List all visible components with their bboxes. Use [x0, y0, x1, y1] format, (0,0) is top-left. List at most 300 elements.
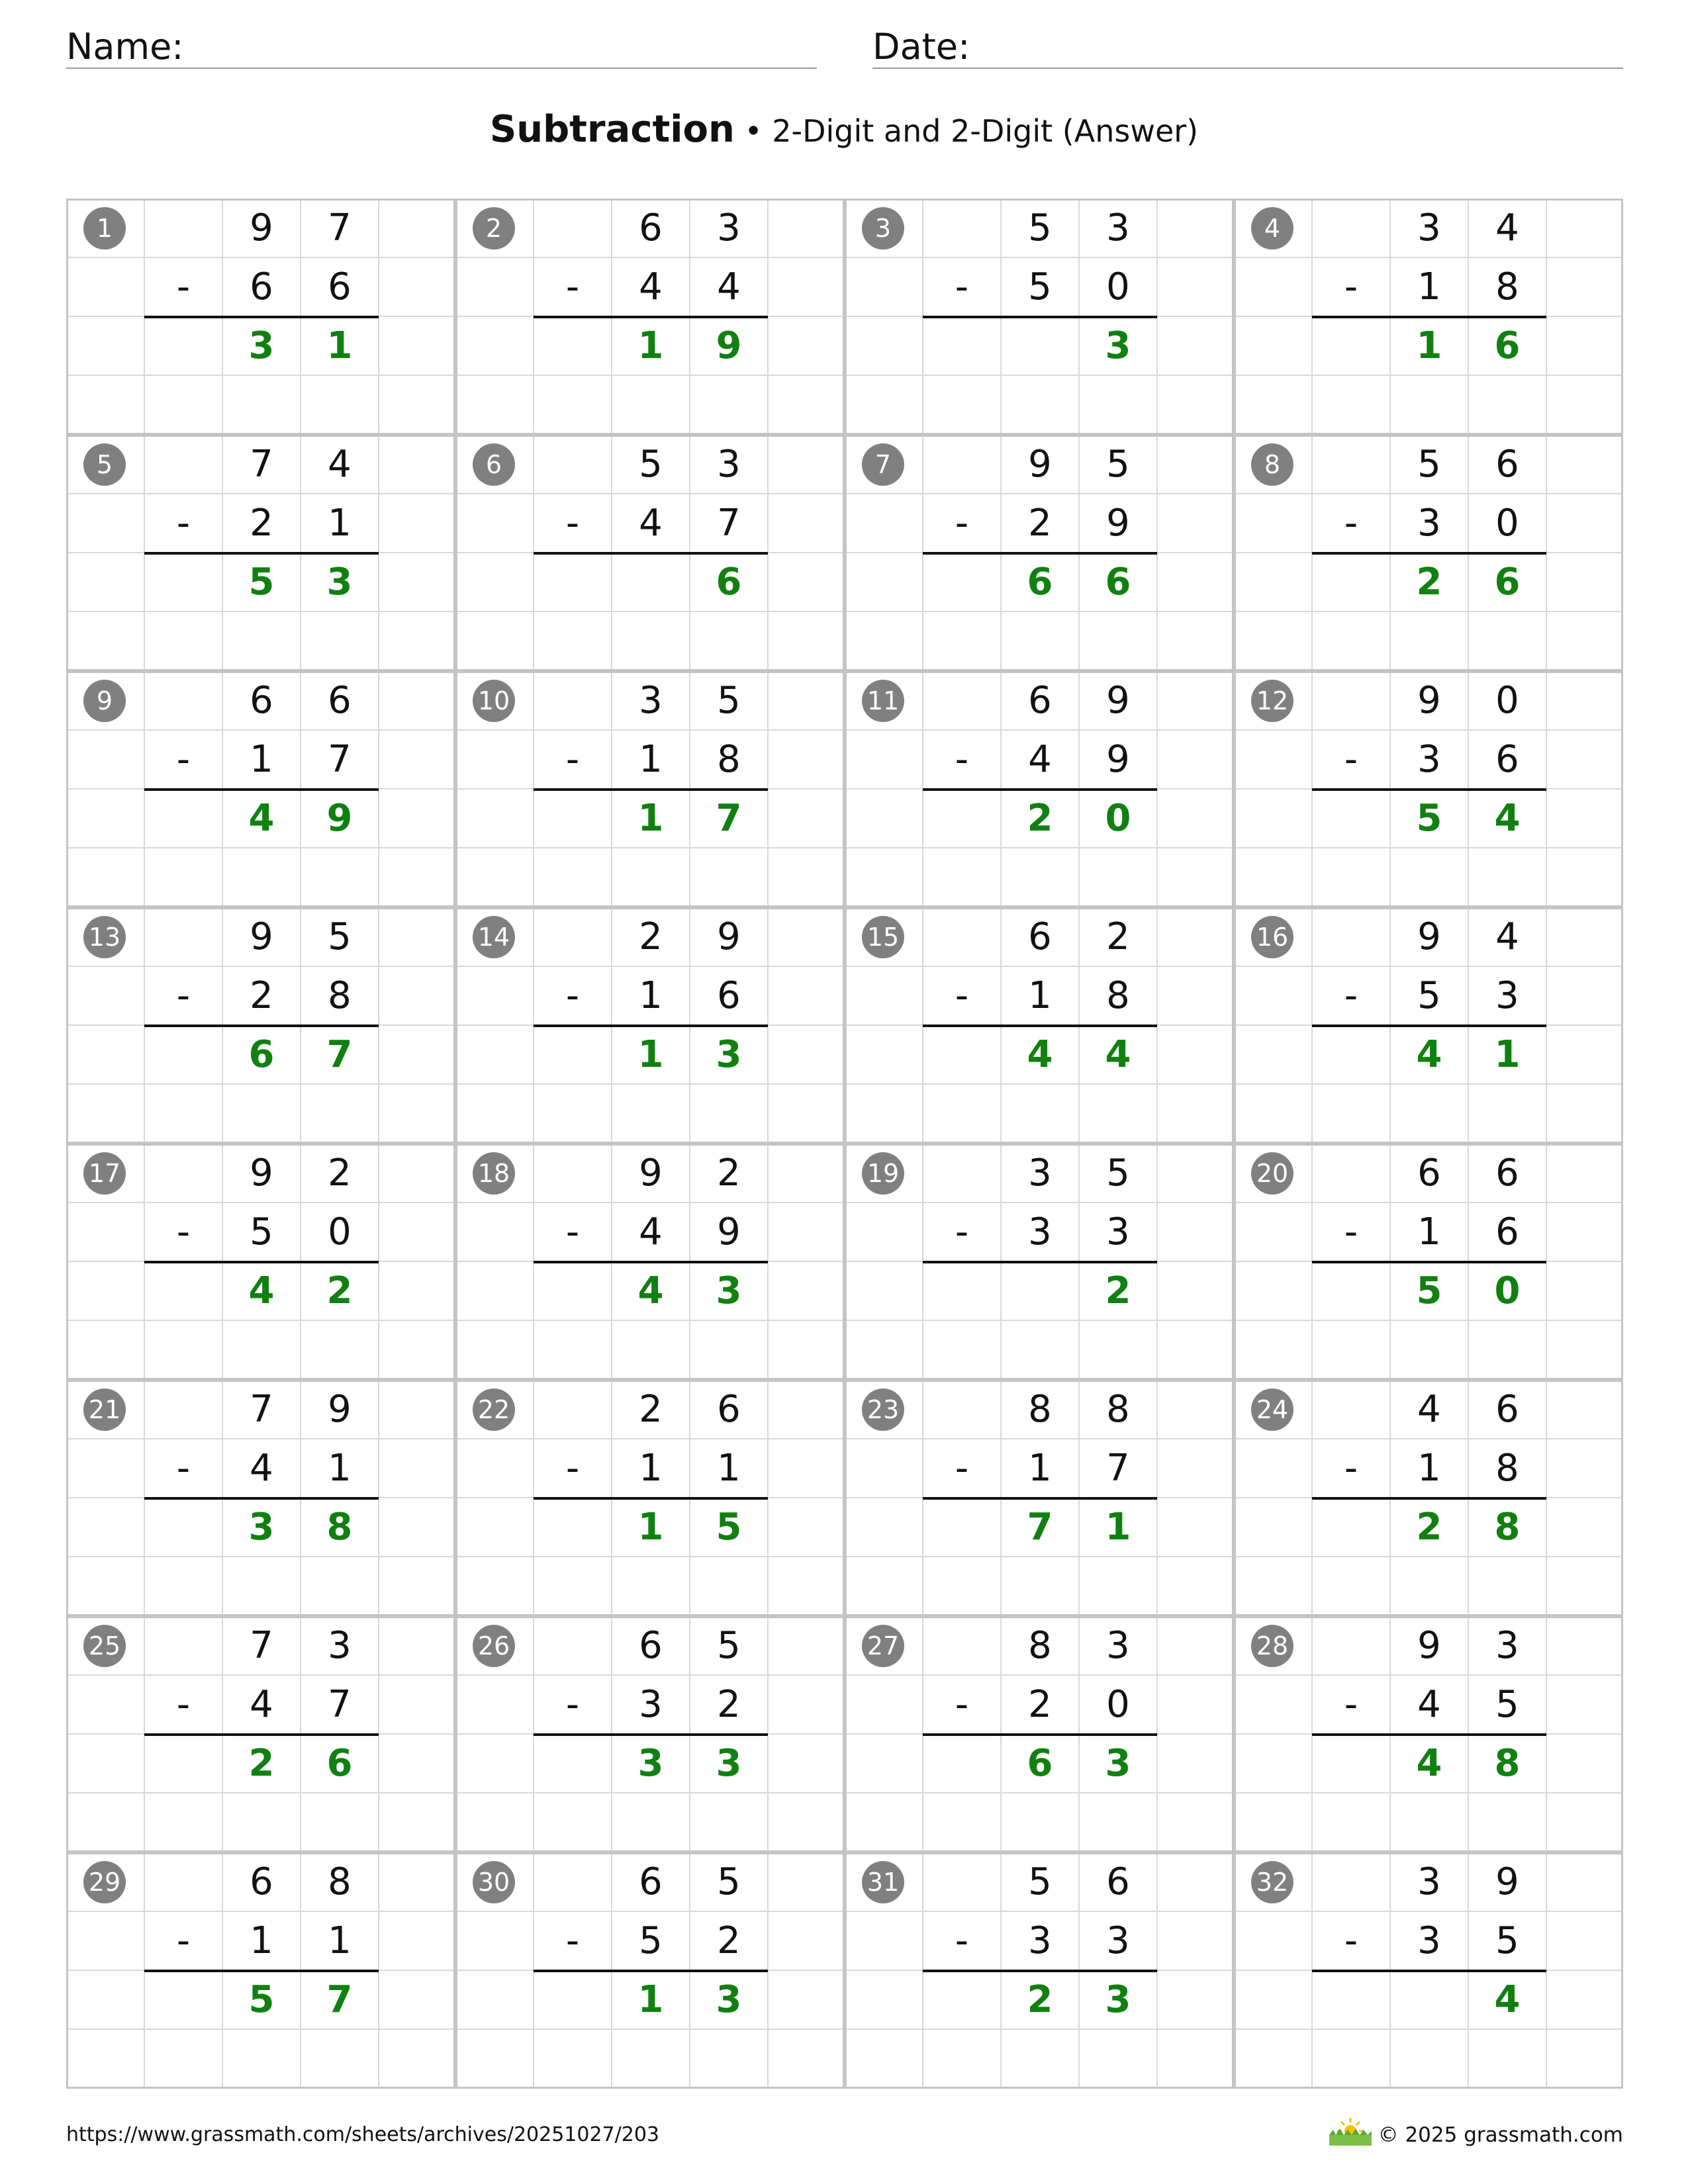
answer-digit: 4	[1416, 1742, 1442, 1785]
problem-number: 19	[862, 1152, 904, 1195]
subtrahend-digit: 1	[328, 502, 352, 545]
name-label: Name:	[66, 26, 184, 68]
answer-digit: 1	[637, 797, 664, 840]
block-border	[1234, 671, 1623, 907]
block-border	[66, 1616, 455, 1852]
block-border	[1234, 1852, 1623, 2089]
minuend-digit: 9	[1495, 1860, 1519, 1903]
subtrahend-digit: 1	[639, 974, 663, 1017]
minus-sign: -	[1344, 1683, 1358, 1726]
block-border	[455, 1144, 845, 1380]
minuend-digit: 2	[639, 1388, 663, 1431]
subtrahend-digit: 4	[639, 1210, 663, 1253]
minuend-digit: 3	[717, 443, 741, 486]
block-border	[455, 671, 845, 907]
answer-digit: 7	[326, 1033, 353, 1076]
problem-block	[455, 199, 845, 435]
problem-block	[845, 1852, 1234, 2089]
title-main: Subtraction	[489, 108, 735, 151]
minuend-digit: 3	[1028, 1152, 1052, 1195]
minus-sign: -	[176, 1683, 191, 1726]
minuend-digit: 6	[717, 1388, 741, 1431]
problem-block	[1234, 671, 1623, 907]
problem-block	[66, 907, 455, 1144]
minuend-digit: 8	[328, 1860, 352, 1903]
block-border	[66, 907, 455, 1144]
subtrahend-digit: 8	[1495, 265, 1519, 308]
problem-number: 27	[862, 1625, 904, 1667]
subtrahend-digit: 3	[1106, 1919, 1130, 1962]
subtrahend-digit: 5	[1495, 1683, 1519, 1726]
date-label: Date:	[872, 26, 970, 68]
block-border	[66, 435, 455, 671]
minus-sign: -	[955, 1447, 969, 1490]
block-border	[845, 1852, 1234, 2089]
minuend-digit: 2	[717, 1152, 741, 1195]
problem-block	[455, 1380, 845, 1616]
block-border	[1234, 907, 1623, 1144]
subtrahend-digit: 4	[1028, 738, 1052, 781]
problem-number: 16	[1251, 916, 1293, 958]
subtrahend-digit: 1	[328, 1919, 352, 1962]
answer-digit: 6	[248, 1033, 275, 1076]
problem-block	[845, 435, 1234, 671]
answer-digit: 6	[716, 561, 742, 604]
problem-number: 18	[473, 1152, 515, 1195]
subtrahend-digit: 0	[1106, 265, 1130, 308]
subtrahend-digit: 2	[1028, 502, 1052, 545]
problem-block	[1234, 199, 1623, 435]
subtrahend-digit: 0	[1106, 1683, 1130, 1726]
minuend-digit: 6	[1028, 679, 1052, 722]
problem-number: 29	[83, 1861, 126, 1903]
problem-block	[845, 1144, 1234, 1380]
minuend-digit: 9	[250, 1152, 273, 1195]
answer-digit: 2	[1027, 1978, 1053, 2021]
subtrahend-digit: 1	[1417, 265, 1441, 308]
minus-sign: -	[176, 1210, 191, 1253]
minuend-digit: 5	[1106, 1152, 1130, 1195]
subtrahend-digit: 2	[717, 1919, 741, 1962]
minuend-digit: 5	[717, 1624, 741, 1667]
answer-digit: 1	[326, 324, 353, 367]
grass-sun-logo-icon	[1327, 2115, 1374, 2147]
problem-number: 20	[1251, 1152, 1293, 1195]
block-border	[845, 1616, 1234, 1852]
minuend-digit: 4	[328, 443, 352, 486]
minus-sign: -	[565, 1447, 580, 1490]
problem-number: 17	[83, 1152, 126, 1195]
problem-number: 14	[473, 916, 515, 958]
problem-block	[1234, 1144, 1623, 1380]
minuend-digit: 3	[639, 679, 663, 722]
minus-sign: -	[565, 1683, 580, 1726]
subtrahend-digit: 1	[717, 1447, 741, 1490]
problem-block	[845, 1380, 1234, 1616]
minuend-digit: 5	[639, 443, 663, 486]
subtrahend-digit: 3	[1417, 738, 1441, 781]
minuend-digit: 9	[1417, 915, 1441, 958]
answer-digit: 5	[1416, 1269, 1442, 1312]
answer-digit: 6	[1027, 1742, 1053, 1785]
subtrahend-digit: 8	[717, 738, 741, 781]
worksheet-title	[0, 105, 1688, 156]
problem-number: 24	[1251, 1388, 1293, 1431]
subtrahend-digit: 3	[1028, 1210, 1052, 1253]
minuend-digit: 5	[1106, 443, 1130, 486]
minus-sign: -	[955, 1683, 969, 1726]
minuend-digit: 6	[639, 1624, 663, 1667]
minuend-digit: 6	[1417, 1152, 1441, 1195]
block-border	[66, 1852, 455, 2089]
block-border	[1234, 435, 1623, 671]
subtrahend-digit: 2	[717, 1683, 741, 1726]
minuend-digit: 7	[328, 206, 352, 250]
minuend-digit: 8	[1028, 1624, 1052, 1667]
minus-sign: -	[176, 1919, 191, 1962]
answer-digit: 1	[1416, 324, 1442, 367]
answer-digit: 6	[1027, 561, 1053, 604]
answer-digit: 1	[637, 324, 664, 367]
answer-digit: 3	[1105, 1978, 1131, 2021]
problem-number: 4	[1251, 207, 1293, 250]
minus-sign: -	[955, 1210, 969, 1253]
problem-number: 11	[862, 680, 904, 722]
answer-digit: 3	[637, 1742, 664, 1785]
minus-sign: -	[565, 738, 580, 781]
minuend-digit: 5	[1417, 443, 1441, 486]
minus-sign: -	[565, 502, 580, 545]
answer-digit: 8	[326, 1506, 353, 1549]
problem-number: 28	[1251, 1625, 1293, 1667]
subtrahend-digit: 6	[328, 265, 352, 308]
problem-number: 30	[473, 1861, 515, 1903]
answer-digit: 1	[637, 1033, 664, 1076]
block-border	[455, 1616, 845, 1852]
subtrahend-digit: 1	[1028, 1447, 1052, 1490]
problem-number: 23	[862, 1388, 904, 1431]
answer-digit: 2	[248, 1742, 275, 1785]
minuend-digit: 8	[1106, 1388, 1130, 1431]
subtrahend-digit: 5	[639, 1919, 663, 1962]
problem-block	[66, 435, 455, 671]
minuend-digit: 3	[1106, 206, 1130, 250]
minus-sign: -	[176, 974, 191, 1017]
answer-digit: 1	[1494, 1033, 1521, 1076]
minus-sign: -	[1344, 1447, 1358, 1490]
problem-block	[845, 1616, 1234, 1852]
minus-sign: -	[176, 502, 191, 545]
problem-number: 9	[83, 680, 126, 722]
answer-digit: 3	[1105, 1742, 1131, 1785]
answer-digit: 6	[1105, 561, 1131, 604]
subtrahend-digit: 9	[1106, 502, 1130, 545]
answer-digit: 1	[637, 1506, 664, 1549]
block-border	[1234, 1380, 1623, 1616]
problem-number: 21	[83, 1388, 126, 1431]
problem-block	[1234, 1616, 1623, 1852]
minuend-digit: 3	[717, 206, 741, 250]
minuend-digit: 5	[328, 915, 352, 958]
minuend-digit: 9	[250, 206, 273, 250]
answer-digit: 1	[637, 1978, 664, 2021]
answer-digit: 7	[716, 797, 742, 840]
problem-grid	[66, 199, 1623, 2089]
block-border	[845, 907, 1234, 1144]
minuend-digit: 9	[250, 915, 273, 958]
subtrahend-digit: 0	[328, 1210, 352, 1253]
subtrahend-digit: 7	[717, 502, 741, 545]
block-border	[66, 671, 455, 907]
minus-sign: -	[176, 1447, 191, 1490]
answer-digit: 0	[1105, 797, 1131, 840]
minuend-digit: 6	[639, 1860, 663, 1903]
answer-digit: 4	[1416, 1033, 1442, 1076]
minus-sign: -	[176, 738, 191, 781]
minuend-digit: 4	[1417, 1388, 1441, 1431]
problem-block	[845, 671, 1234, 907]
minuend-digit: 6	[1028, 915, 1052, 958]
minus-sign: -	[955, 502, 969, 545]
subtrahend-digit: 1	[1417, 1447, 1441, 1490]
minuend-digit: 3	[1417, 206, 1441, 250]
answer-digit: 7	[326, 1978, 353, 2021]
subtrahend-digit: 7	[328, 1683, 352, 1726]
title-subtitle: • 2-Digit and 2-Digit (Answer)	[734, 113, 1199, 149]
subtrahend-digit: 1	[250, 1919, 273, 1962]
answer-digit: 1	[1105, 1506, 1131, 1549]
subtrahend-digit: 3	[1417, 1919, 1441, 1962]
problem-number: 31	[862, 1861, 904, 1903]
minuend-digit: 0	[1495, 679, 1519, 722]
minus-sign: -	[1344, 1919, 1358, 1962]
subtrahend-digit: 1	[1028, 974, 1052, 1017]
answer-digit: 2	[1105, 1269, 1131, 1312]
subtrahend-digit: 5	[1495, 1919, 1519, 1962]
answer-digit: 4	[637, 1269, 664, 1312]
problem-block	[66, 1380, 455, 1616]
subtrahend-digit: 8	[1495, 1447, 1519, 1490]
subtrahend-digit: 6	[1495, 738, 1519, 781]
block-border	[66, 1144, 455, 1380]
subtrahend-digit: 4	[639, 265, 663, 308]
minuend-digit: 6	[1495, 1388, 1519, 1431]
problem-number: 2	[473, 207, 515, 250]
minuend-digit: 3	[1106, 1624, 1130, 1667]
problem-block	[66, 199, 455, 435]
answer-digit: 9	[326, 797, 353, 840]
answer-digit: 6	[1494, 324, 1521, 367]
answer-digit: 5	[1416, 797, 1442, 840]
minus-sign: -	[565, 1919, 580, 1962]
problem-number: 8	[1251, 443, 1293, 486]
footer-url[interactable]: https://www.grassmath.com/sheets/archives/20251027/203	[66, 2123, 660, 2146]
minuend-digit: 6	[1106, 1860, 1130, 1903]
minuend-digit: 5	[1028, 1860, 1052, 1903]
minuend-digit: 3	[1495, 1624, 1519, 1667]
answer-digit: 3	[716, 1269, 742, 1312]
minuend-digit: 9	[328, 1388, 352, 1431]
subtrahend-digit: 0	[1495, 502, 1519, 545]
subtrahend-digit: 1	[639, 1447, 663, 1490]
minuend-digit: 2	[1106, 915, 1130, 958]
block-border	[845, 435, 1234, 671]
subtrahend-digit: 3	[639, 1683, 663, 1726]
problem-block	[455, 1852, 845, 2089]
minuend-digit: 5	[717, 679, 741, 722]
answer-digit: 2	[326, 1269, 353, 1312]
minus-sign: -	[1344, 1210, 1358, 1253]
minuend-digit: 2	[328, 1152, 352, 1195]
problem-number: 15	[862, 916, 904, 958]
minuend-digit: 5	[717, 1860, 741, 1903]
answer-digit: 4	[248, 797, 275, 840]
minuend-digit: 9	[1028, 443, 1052, 486]
subtrahend-digit: 9	[1106, 738, 1130, 781]
problem-number: 3	[862, 207, 904, 250]
block-border	[66, 199, 455, 435]
minuend-digit: 6	[1495, 1152, 1519, 1195]
minuend-digit: 6	[639, 206, 663, 250]
minuend-digit: 4	[1495, 206, 1519, 250]
problem-block	[66, 1852, 455, 2089]
answer-digit: 3	[716, 1742, 742, 1785]
problem-block	[1234, 1852, 1623, 2089]
subtrahend-digit: 7	[328, 738, 352, 781]
block-border	[455, 1380, 845, 1616]
answer-digit: 2	[1027, 797, 1053, 840]
minuend-digit: 9	[1106, 679, 1130, 722]
minus-sign: -	[1344, 265, 1358, 308]
problem-block	[845, 199, 1234, 435]
subtrahend-digit: 1	[639, 738, 663, 781]
subtrahend-digit: 6	[1495, 1210, 1519, 1253]
answer-digit: 4	[1027, 1033, 1053, 1076]
problem-block	[455, 1144, 845, 1380]
subtrahend-digit: 5	[1028, 265, 1052, 308]
subtrahend-digit: 7	[1106, 1447, 1130, 1490]
problem-number: 5	[83, 443, 126, 486]
block-border	[455, 907, 845, 1144]
minus-sign: -	[1344, 502, 1358, 545]
minus-sign: -	[565, 974, 580, 1017]
subtrahend-digit: 8	[328, 974, 352, 1017]
minus-sign: -	[955, 738, 969, 781]
minuend-digit: 6	[250, 679, 273, 722]
block-border	[1234, 1144, 1623, 1380]
minuend-digit: 3	[1417, 1860, 1441, 1903]
subtrahend-digit: 3	[1417, 502, 1441, 545]
problem-number: 13	[83, 916, 126, 958]
answer-digit: 3	[716, 1033, 742, 1076]
minus-sign: -	[176, 265, 191, 308]
minus-sign: -	[1344, 738, 1358, 781]
subtrahend-digit: 4	[717, 265, 741, 308]
minuend-digit: 4	[1495, 915, 1519, 958]
answer-digit: 3	[716, 1978, 742, 2021]
subtrahend-digit: 4	[639, 502, 663, 545]
subtrahend-digit: 2	[250, 502, 273, 545]
subtrahend-digit: 1	[328, 1447, 352, 1490]
answer-digit: 9	[716, 324, 742, 367]
subtrahend-digit: 2	[250, 974, 273, 1017]
answer-digit: 6	[1494, 561, 1521, 604]
answer-digit: 3	[326, 561, 353, 604]
answer-digit: 6	[326, 1742, 353, 1785]
answer-digit: 0	[1494, 1269, 1521, 1312]
block-border	[455, 1852, 845, 2089]
answer-digit: 3	[1105, 324, 1131, 367]
answer-digit: 5	[716, 1506, 742, 1549]
date-line	[872, 68, 1623, 69]
minus-sign: -	[955, 1919, 969, 1962]
block-border	[1234, 1616, 1623, 1852]
problem-number: 25	[83, 1625, 126, 1667]
block-border	[845, 1380, 1234, 1616]
problem-block	[66, 671, 455, 907]
answer-digit: 4	[1494, 797, 1521, 840]
subtrahend-digit: 4	[250, 1683, 273, 1726]
problem-block	[455, 435, 845, 671]
answer-digit: 2	[1416, 1506, 1442, 1549]
answer-digit: 2	[1416, 561, 1442, 604]
minuend-digit: 9	[717, 915, 741, 958]
minuend-digit: 6	[328, 679, 352, 722]
subtrahend-digit: 3	[1495, 974, 1519, 1017]
subtrahend-digit: 2	[1028, 1683, 1052, 1726]
subtrahend-digit: 6	[250, 265, 273, 308]
block-border	[1234, 199, 1623, 435]
answer-digit: 7	[1027, 1506, 1053, 1549]
answer-digit: 4	[1494, 1978, 1521, 2021]
subtrahend-digit: 1	[1417, 1210, 1441, 1253]
minuend-digit: 7	[250, 1388, 273, 1431]
minuend-digit: 3	[328, 1624, 352, 1667]
problem-block	[455, 671, 845, 907]
name-line	[66, 68, 817, 69]
problem-block	[455, 907, 845, 1144]
block-border	[455, 199, 845, 435]
subtrahend-digit: 9	[717, 1210, 741, 1253]
minuend-digit: 5	[1028, 206, 1052, 250]
subtrahend-digit: 3	[1106, 1210, 1130, 1253]
minus-sign: -	[565, 1210, 580, 1253]
minuend-digit: 6	[1495, 443, 1519, 486]
subtrahend-digit: 5	[250, 1210, 273, 1253]
problem-block	[1234, 435, 1623, 671]
problem-number: 22	[473, 1388, 515, 1431]
problem-number: 10	[473, 680, 515, 722]
minuend-digit: 9	[639, 1152, 663, 1195]
block-border	[455, 435, 845, 671]
block-border	[66, 1380, 455, 1616]
minuend-digit: 9	[1417, 679, 1441, 722]
subtrahend-digit: 6	[717, 974, 741, 1017]
subtrahend-digit: 3	[1028, 1919, 1052, 1962]
answer-digit: 5	[248, 561, 275, 604]
answer-digit: 8	[1494, 1742, 1521, 1785]
problem-number: 12	[1251, 680, 1293, 722]
problem-number: 7	[862, 443, 904, 486]
answer-digit: 8	[1494, 1506, 1521, 1549]
subtrahend-digit: 4	[1417, 1683, 1441, 1726]
problem-number: 1	[83, 207, 126, 250]
block-border	[845, 671, 1234, 907]
minus-sign: -	[955, 974, 969, 1017]
problem-block	[1234, 907, 1623, 1144]
subtrahend-digit: 5	[1417, 974, 1441, 1017]
problem-block	[66, 1616, 455, 1852]
